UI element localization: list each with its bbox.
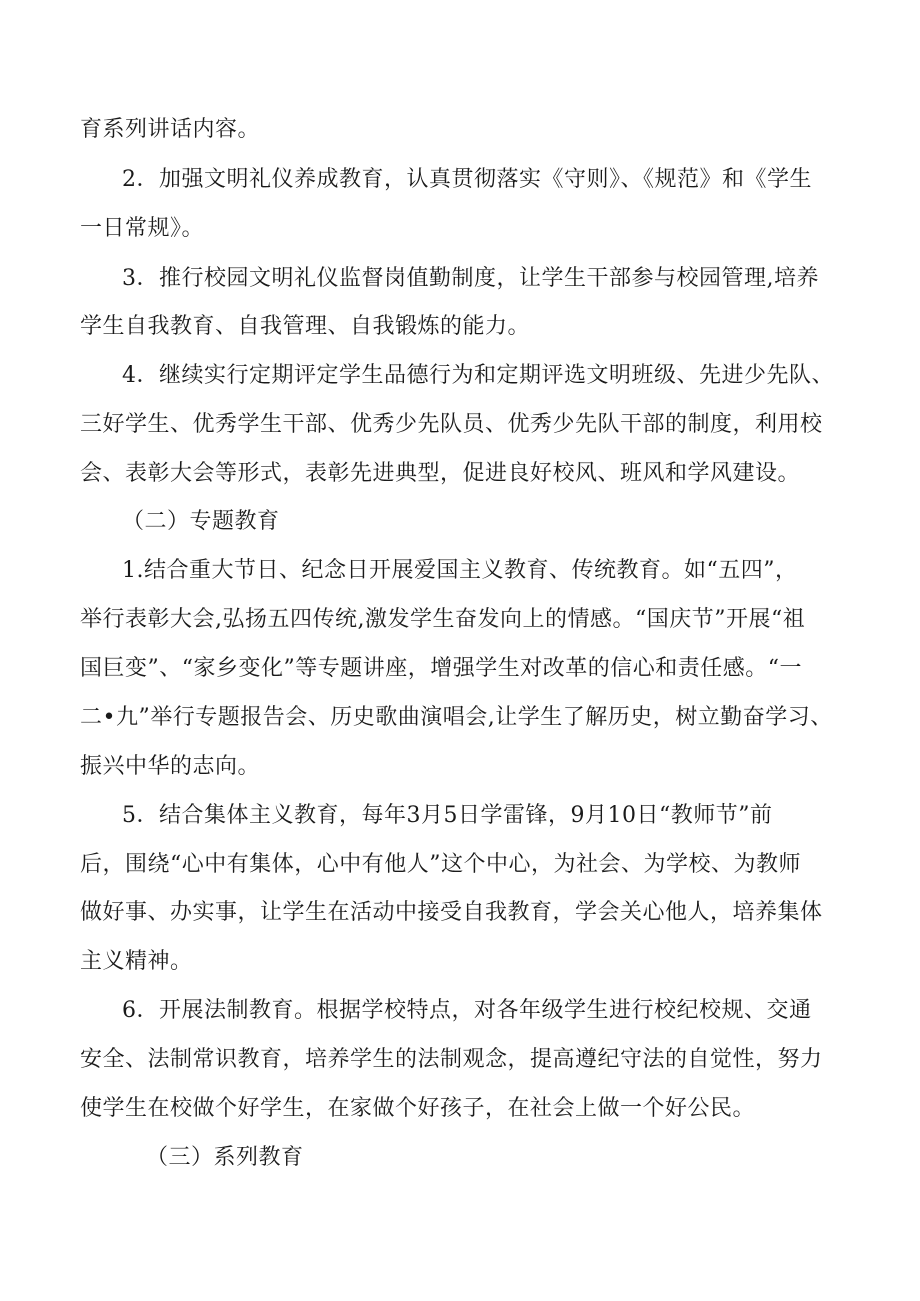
paragraph-line: 举行表彰大会,弘扬五四传统,激发学生奋发向上的情感。“国庆节”开展“祖 bbox=[80, 607, 806, 632]
paragraph-line: 学生自我教育、自我管理、自我锻炼的能力。 bbox=[80, 314, 531, 339]
section-heading: （三）系列教育 bbox=[146, 1145, 304, 1170]
paragraph-line: 会、表彰大会等形式，表彰先进典型，促进良好校风、班风和学风建设。 bbox=[80, 461, 801, 486]
paragraph-line: 4．继续实行定期评定学生品德行为和定期评选文明班级、先进少先队、 bbox=[122, 363, 834, 388]
paragraph-line: 6．开展法制教育。根据学校特点，对各年级学生进行校纪校规、交通 bbox=[122, 998, 812, 1023]
paragraph-line: 主义精神。 bbox=[80, 949, 193, 974]
paragraph-line: 2．加强文明礼仪养成教育，认真贯彻落实《守则》、《规范》和《学生 bbox=[122, 167, 812, 192]
paragraph-line: 二•九”举行专题报告会、历史歌曲演唱会,让学生了解历史，树立勤奋学习、 bbox=[80, 705, 833, 730]
paragraph-line: 一日常规》。 bbox=[80, 216, 205, 241]
paragraph-line: 做好事、办实事，让学生在活动中接受自我教育，学会关心他人，培养集体 bbox=[80, 900, 823, 925]
paragraph-line: 安全、法制常识教育，培养学生的法制观念，提高遵纪守法的自觉性，努力 bbox=[80, 1047, 823, 1072]
paragraph-line: 振兴中华的志向。 bbox=[80, 754, 261, 779]
paragraph-line: 育系列讲话内容。 bbox=[80, 117, 261, 142]
paragraph-line: 1.结合重大节日、纪念日开展爱国主义教育、传统教育。如“五四”， bbox=[122, 558, 798, 583]
paragraph-line: 三好学生、优秀学生干部、优秀少先队员、优秀少先队干部的制度，利用校 bbox=[80, 412, 823, 437]
paragraph-line: 后，围绕“心中有集体，心中有他人”这个中心，为社会、为学校、为教师 bbox=[80, 852, 801, 877]
paragraph-line: 3．推行校园文明礼仪监督岗值勤制度，让学生干部参与校园管理,培养 bbox=[122, 266, 819, 291]
paragraph-line: 5．结合集体主义教育，每年3月5日学雷锋，9月10日“教师节”前 bbox=[122, 803, 773, 828]
paragraph-line: 使学生在校做个好学生，在家做个好孩子，在社会上做一个好公民。 bbox=[80, 1096, 756, 1121]
paragraph-line: 国巨变”、“家乡变化”等专题讲座，增强学生对改革的信心和责任感。“一 bbox=[80, 656, 802, 681]
section-heading: （二）专题教育 bbox=[122, 509, 280, 534]
